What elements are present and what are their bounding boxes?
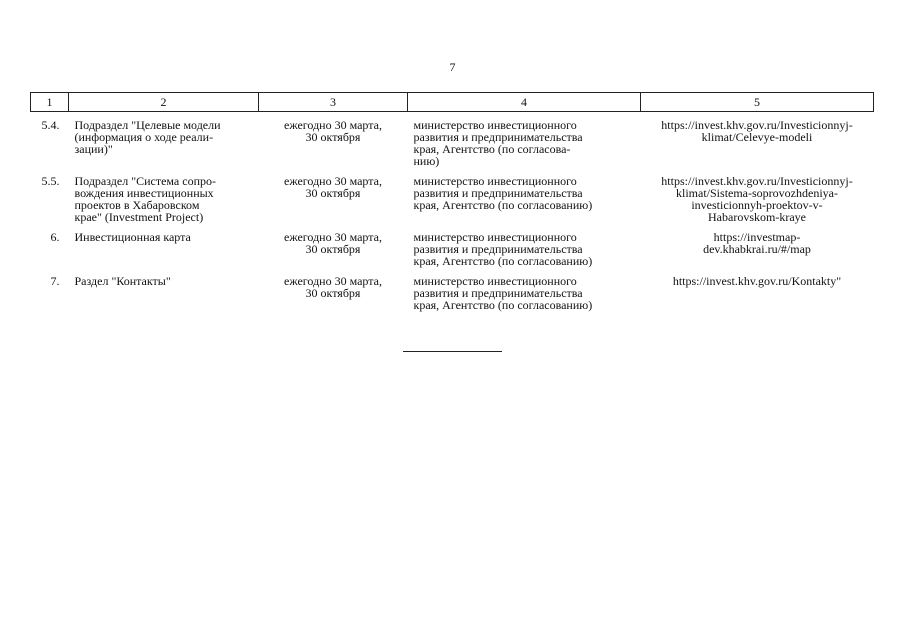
responsible-body: министерство инвестиционного развития и предпринимательства края, Агентство (по согласова- нию) (413, 118, 583, 168)
section-name: Раздел "Контакты" (74, 274, 171, 288)
column-header-1: 1 (31, 93, 69, 112)
update-period: ежегодно 30 марта, 30 октября (284, 274, 382, 300)
table-row (31, 231, 874, 275)
url-cell (641, 275, 874, 319)
page-url: https://investmap- dev.khabkrai.ru/#/map (703, 230, 811, 256)
information-schedule-table (30, 92, 874, 319)
table-row (31, 112, 874, 176)
row-number-text: 6. (50, 230, 60, 244)
section-name: Подраздел "Система сопро- вождения инвестиционных проектов в Хабаровском крае" (Investment Project) (74, 174, 216, 224)
row-number (31, 275, 69, 319)
period-cell (259, 112, 408, 176)
row-number-text: 5.4. (41, 118, 60, 132)
responsible-cell (408, 175, 641, 231)
section-cell (69, 231, 259, 275)
section-cell (69, 112, 259, 176)
page-url: https://invest.khv.gov.ru/Kontakty" (672, 274, 842, 288)
responsible-cell (408, 275, 641, 319)
page-url: https://invest.khv.gov.ru/Investicionnyj- klimat/Celevye-modeli (661, 118, 853, 144)
end-of-document-rule (403, 351, 502, 352)
url-cell (641, 231, 874, 275)
responsible-cell (408, 112, 641, 176)
responsible-body: министерство инвестиционного развития и предпринимательства края, Агентство (по согласованию) (413, 174, 593, 212)
section-cell (69, 175, 259, 231)
section-name: Инвестиционная карта (74, 230, 191, 244)
period-cell (259, 231, 408, 275)
row-number-text: 5.5. (41, 174, 60, 188)
responsible-body: министерство инвестиционного развития и предпринимательства края, Агентство (по согласованию) (413, 274, 593, 312)
row-number (31, 175, 69, 231)
page-url: https://invest.khv.gov.ru/Investicionnyj- klimat/Sistema-soprovozhdeniya- investicionnyh-proektov-v- Habarovskom-kraye (661, 174, 853, 224)
period-cell (259, 175, 408, 231)
update-period: ежегодно 30 марта, 30 октября (284, 174, 382, 200)
section-cell (69, 275, 259, 319)
responsible-body: министерство инвестиционного развития и предпринимательства края, Агентство (по согласованию) (413, 230, 593, 268)
update-period: ежегодно 30 марта, 30 октября (284, 118, 382, 144)
section-name: Подраздел "Целевые модели (информация о ходе реали- зации)" (74, 118, 221, 156)
column-header-5: 5 (641, 93, 874, 112)
table-header-row (31, 93, 874, 112)
url-cell (641, 112, 874, 176)
url-cell (641, 175, 874, 231)
row-number-text: 7. (50, 274, 60, 288)
column-header-2: 2 (69, 93, 259, 112)
column-header-3: 3 (259, 93, 408, 112)
table-row (31, 175, 874, 231)
update-period: ежегодно 30 марта, 30 октября (284, 230, 382, 256)
page-number: 7 (449, 60, 456, 74)
table-row (31, 275, 874, 319)
responsible-cell (408, 231, 641, 275)
row-number (31, 112, 69, 176)
column-header-4: 4 (408, 93, 641, 112)
period-cell (259, 275, 408, 319)
row-number (31, 231, 69, 275)
